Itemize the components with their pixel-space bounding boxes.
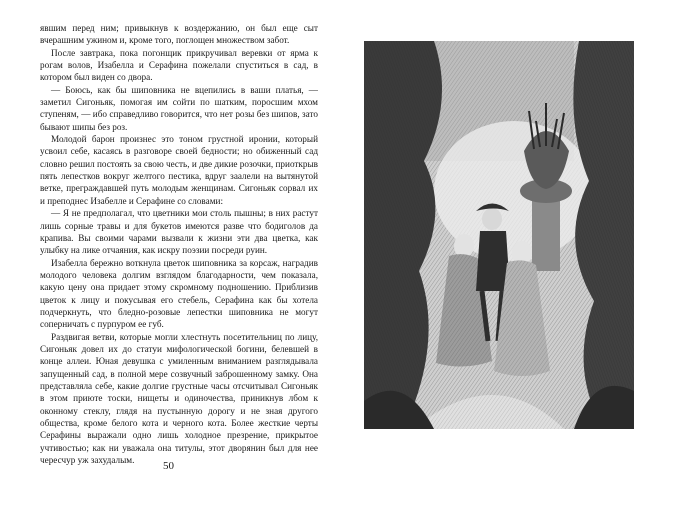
paragraph: Молодой барон произнес это тоном грустной иронии, который усвоил себе, касаясь в разговоре своей бедности; но обиженный сад словно решил постоять за свою честь, и две дикие розочки, приоткрыв пять лепестков вокруг желтого пестика, вдруг заалели на вытянутой ветке, преграждавшей путь молодым женщинам. Сигоньяк сорвал их и преподнес Изабелле и Серафине со словами: [40, 134, 318, 206]
right-page [337, 0, 674, 506]
engraving-image [364, 41, 634, 429]
paragraph: Изабелла бережно воткнула цветок шиповника за корсаж, наградив молодого человека долгим взглядом благодарности, чем показала, какую цену она придает этому скромному подношению. Приблизив цветок к лицу и покусывая его стебель, Серафина как бы хотела подчеркнуть, что бледно-розовые лепестки шиповника не могут соперничать с пурпуром ее губ. [40, 257, 318, 330]
page-number: 50 [163, 460, 174, 472]
paragraph: — Я не предполагал, что цветники мои столь пышны; в них растут лишь сорные травы и для букетов имеются разве что бодиголов да крапива. Вы своими чарами вызвали к жизни эти два цветка, как улыбку на лике отчаяния, как искру поэзии посреди руин. [40, 208, 318, 256]
paragraph: — Боюсь, как бы шиповника не вцепились в ваши платья, — заметил Сигоньяк, помогая им сойти по шатким, поросшим мхом ступеням, — ибо справедливо говорится, что нет розы без шипов, зато бывают шипы без роз. [40, 84, 318, 132]
paragraph: После завтрака, пока погонщик прикручивал веревки от ярма к рогам волов, Изабелла и Серафина пожелали спуститься в сад, в котором был виден со двора. [40, 47, 318, 83]
engraving-illustration [364, 41, 634, 429]
paragraph: явшим перед ним; привыкнув к воздержанию, он был еще сыт вчерашним ужином и, кроме того, поглощен множеством забот. [40, 23, 318, 46]
paragraph: Раздвигая ветви, которые могли хлестнуть посетительниц по лицу, Сигоньяк довел их до статуи мифологической богини, белевшей в конце аллеи. Юная девушка с умиленным вниманием разглядывала запущенный сад, в полной мере созвучный заброшенному замку. Она представляла себе, какие долгие грустные часы отсчитывал Сигоньяк в этом приюте тоски, нищеты и одиночества, приникнув лбом к оконному стеклу, глядя на пустынную дорогу и не зная другого общества, кроме белого кота и черного кота. Более жесткие черты Серафины выражали одно лишь холодное презрение, прикрытое учтивостью; как ни уважала она титулы, этот дворянин был для нее чересчур уж захудалым. [40, 331, 318, 466]
body-text [40, 22, 318, 466]
